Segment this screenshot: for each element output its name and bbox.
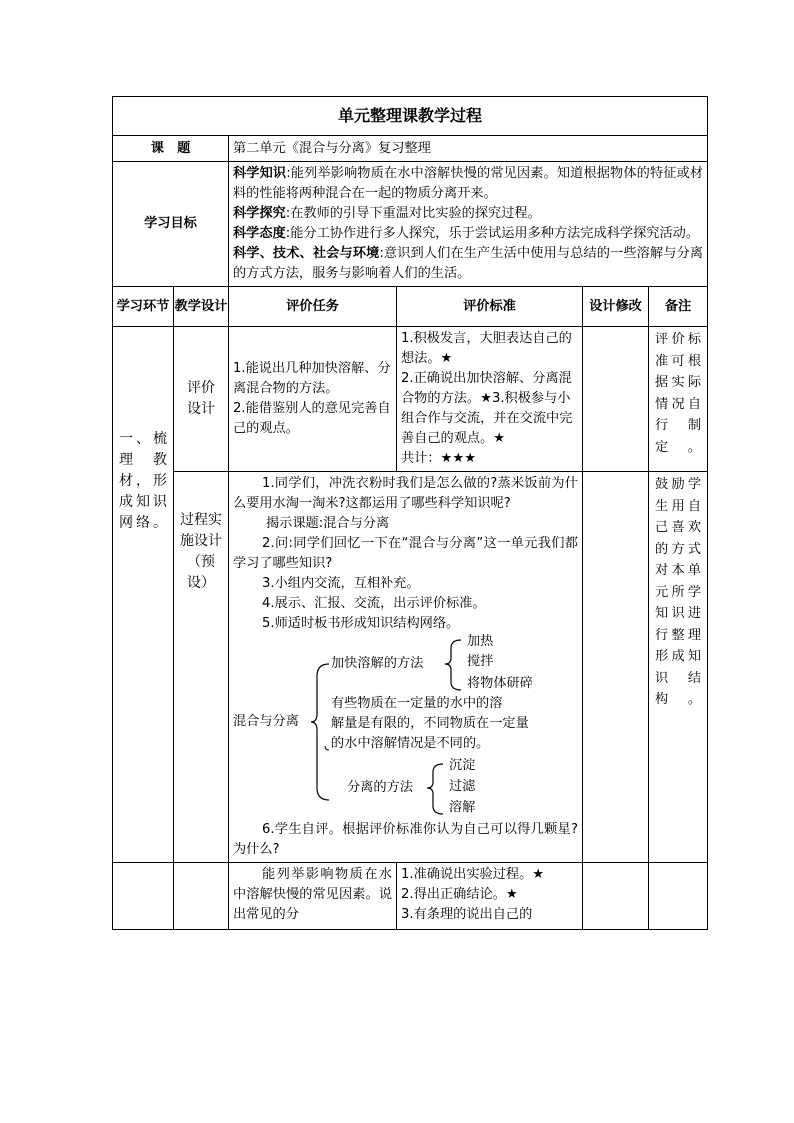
diagram-separate-item-1: 沉淀 bbox=[449, 758, 476, 773]
goal-attitude: 科学态度:能分工协作进行多人探究，乐于尝试运用多种方法完成科学探究活动。 bbox=[233, 226, 700, 241]
lesson-plan bbox=[112, 96, 707, 930]
header-standard: 评价标准 bbox=[397, 287, 583, 327]
goals-content bbox=[229, 162, 708, 287]
diagram-middle-line-2: 解量是有限的，不同物质在一定量 bbox=[331, 716, 529, 731]
header-task: 评价任务 bbox=[229, 287, 397, 327]
doc-title: 单元整理课教学过程 bbox=[113, 97, 708, 136]
diagram-middle-line-1: 有些物质在一定量的水中的溶 bbox=[331, 696, 503, 711]
goals-label: 学习目标 bbox=[113, 162, 229, 287]
header-remark: 备注 bbox=[649, 287, 708, 327]
header-design: 教学设计 bbox=[174, 287, 229, 327]
stage2-remark bbox=[649, 863, 708, 930]
stage1-eval-standard: 1.积极发言，大胆表达自己的想法。★ 2.正确说出加快溶解、分离混合物的方法。★3.积极参与小组合作与交流，并在交流中完善自己的观点。★ 共计：★★★ bbox=[397, 327, 583, 472]
diagram-dissolve-item-3: 将物体研碎 bbox=[467, 676, 533, 691]
stage1-eval-design-label: 评价设计 bbox=[174, 327, 229, 472]
topic-label: 课 题 bbox=[113, 136, 229, 162]
diagram-dissolve-item-2: 搅拌 bbox=[467, 654, 494, 669]
diagram-separate-item-2: 过滤 bbox=[449, 779, 476, 794]
stage2-revise bbox=[583, 863, 649, 930]
stage1-eval-task: 1.能说出几种加快溶解、分离混合物的方法。 2.能借鉴别人的意见完善自己的观点。 bbox=[229, 327, 397, 472]
diagram-branch-dissolve: 加快溶解的方法 bbox=[331, 656, 424, 671]
process-line-final: 6.学生自评。根据评价标准你认为自己可以得几颗星?为什么? bbox=[233, 822, 578, 857]
stage1-process-design-label: 过程实施设计（预设） bbox=[174, 472, 229, 863]
goal-knowledge: 科学知识:能列举影响物质在水中溶解快慢的常见因素。知道根据物体的特征或材料的性能将两种混合在一起的物质分离开来。 bbox=[233, 166, 704, 201]
stage1-process-content bbox=[229, 472, 583, 863]
stage2-standard: 1.准确说出实验过程。★ 2.得出正确结论。★ 3.有条理的说出自己的 bbox=[397, 863, 583, 930]
header-revise: 设计修改 bbox=[583, 287, 649, 327]
diagram-branch-separate: 分离的方法 bbox=[347, 780, 413, 795]
diagram-root: 混合与分离 bbox=[233, 714, 299, 729]
process-line-6: 5.师适时板书形成知识结构网络。 bbox=[262, 616, 460, 631]
process-line-3: 2.问:同学们回忆一下在“混合与分离”这一单元我们都学习了哪些知识? bbox=[233, 536, 578, 571]
stage1-eval-revise bbox=[583, 327, 649, 472]
process-line-1: 1.同学们，冲洗衣粉时我们是怎么做的?蒸米饭前为什么要用水淘一淘米?这都运用了哪些科学知识呢? bbox=[233, 476, 578, 511]
stage1-eval-remark: 评价标准可根据实际情况自行制定。 bbox=[649, 327, 708, 472]
process-line-5: 4.展示、汇报、交流，出示评价标准。 bbox=[262, 596, 486, 611]
stage2-name bbox=[113, 863, 174, 930]
stage2-design-label bbox=[174, 863, 229, 930]
stage2-task: 能列举影响物质在水中溶解快慢的常见因素。说出常见的分 bbox=[229, 863, 397, 930]
process-line-4: 3.小组内交流，互相补充。 bbox=[262, 576, 420, 591]
topic-value: 第二单元《混合与分离》复习整理 bbox=[229, 136, 708, 162]
stage1-name: 一、梳理教材，形成知识网络。 bbox=[113, 327, 174, 863]
stage1-process-remark: 鼓励学生用自己喜欢的方式对本单元所学知识进行整理形成知识结构。 bbox=[649, 472, 708, 863]
knowledge-structure-diagram bbox=[233, 636, 578, 816]
goal-sts: 科学、技术、社会与环境:意识到人们在生产生活中使用与总结的一些溶解与分离的方式方法，服务与影响着人们的生活。 bbox=[233, 246, 704, 281]
diagram-dissolve-item-1: 加热 bbox=[467, 634, 494, 649]
diagram-separate-item-3: 溶解 bbox=[449, 800, 476, 815]
lesson-plan-table bbox=[112, 96, 708, 930]
stage1-process-revise bbox=[583, 472, 649, 863]
process-line-2: 揭示课题:混合与分离 bbox=[266, 516, 390, 531]
goal-inquiry: 科学探究:在教师的引导下重温对比实验的探究过程。 bbox=[233, 206, 541, 221]
diagram-middle-line-3: 的水中溶解情况是不同的。 bbox=[331, 736, 490, 751]
header-stage: 学习环节 bbox=[113, 287, 174, 327]
